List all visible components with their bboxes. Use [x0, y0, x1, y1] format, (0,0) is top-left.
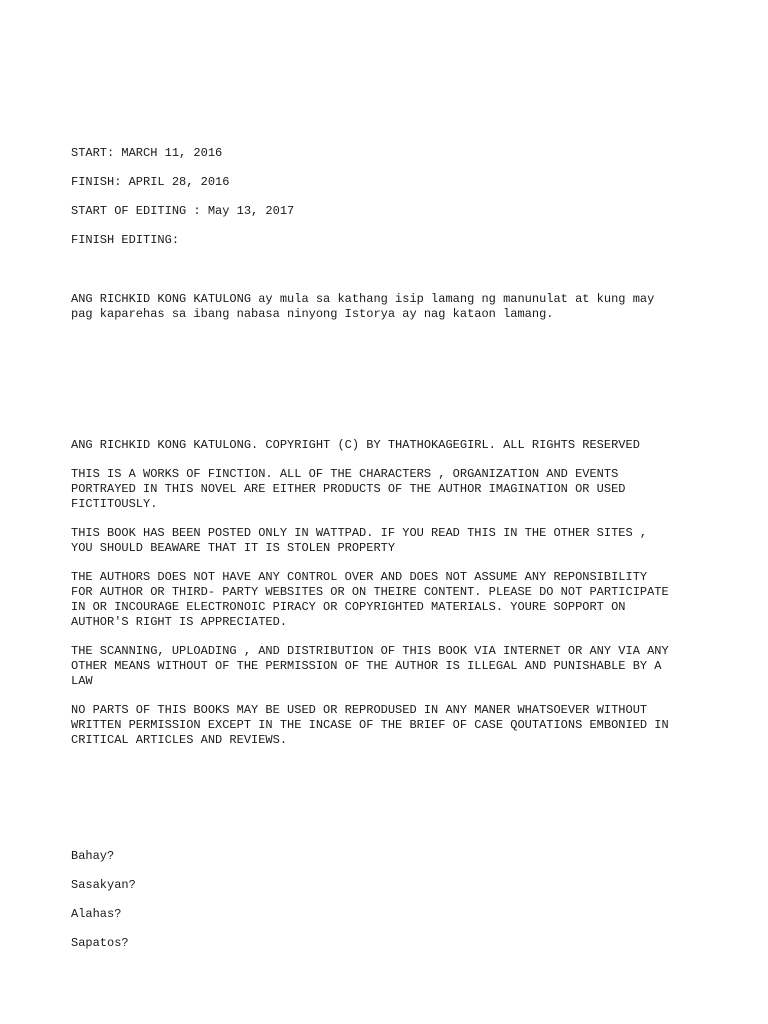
copyright-paragraph: THE SCANNING, UPLOADING , AND DISTRIBUTION OF THIS BOOK VIA INTERNET OR ANY VIA ANY OTHER MEANS WITHOUT OF THE PERMISSION OF THE AUTHOR IS ILLEGAL AND PUNISHABLE BY A LAW: [71, 644, 669, 688]
copyright-section: [71, 438, 711, 748]
copyright-paragraph: THIS IS A WORKS OF FINCTION. ALL OF THE CHARACTERS , ORGANIZATION AND EVENTS PORTRAYED IN THIS NOVEL ARE EITHER PRODUCTS OF THE AUTHOR IMAGINATION OR USED FICTITOUSLY.: [71, 467, 626, 511]
question-list: [71, 849, 711, 951]
copyright-paragraph: THIS BOOK HAS BEEN POSTED ONLY IN WATTPAD. IF YOU READ THIS IN THE OTHER SITES , YOU SHOULD BEAWARE THAT IT IS STOLEN PROPERTY: [71, 526, 648, 555]
question-item: Sapatos?: [71, 936, 129, 950]
fiction-disclaimer: ANG RICHKID KONG KATULONG ay mula sa kathang isip lamang ng manunulat at kung may pag kaparehas sa ibang nabasa ninyong Istorya ay nag kataon lamang.: [71, 292, 655, 321]
copyright-title: ANG RICHKID KONG KATULONG. COPYRIGHT (C) BY THATHOKAGEGIRL. ALL RIGHTS RESERVED: [71, 438, 640, 452]
finish-editing-date: FINISH EDITING:: [71, 233, 180, 247]
question-item: Bahay?: [71, 849, 115, 863]
finish-date: FINISH: APRIL 28, 2016: [71, 175, 230, 189]
date-metadata: [71, 146, 711, 248]
start-editing-date: START OF EDITING : May 13, 2017: [71, 204, 295, 218]
document-page: [71, 146, 711, 965]
question-item: Sasakyan?: [71, 878, 136, 892]
question-item: Alahas?: [71, 907, 122, 921]
copyright-paragraph: THE AUTHORS DOES NOT HAVE ANY CONTROL OVER AND DOES NOT ASSUME ANY REPONSIBILITY FOR AUTHOR OR THIRD- PARTY WEBSITES OR ON THEIRE CONTENT. PLEASE DO NOT PARTICIPATE IN OR INCOURAGE ELECTRONOIC PIRACY OR COPYRIGHTED MATERIALS. YOURE SOPPORT ON AUTHOR'S RIGHT IS APPRECIATED.: [71, 570, 669, 629]
copyright-paragraph: NO PARTS OF THIS BOOKS MAY BE USED OR REPRODUSED IN ANY MANER WHATSOEVER WITHOUT WRITTEN PERMISSION EXCEPT IN THE INCASE OF THE BRIEF OF CASE QOUTATIONS EMBONIED IN CRITICAL ARTICLES AND REVIEWS.: [71, 703, 669, 747]
start-date: START: MARCH 11, 2016: [71, 146, 223, 160]
